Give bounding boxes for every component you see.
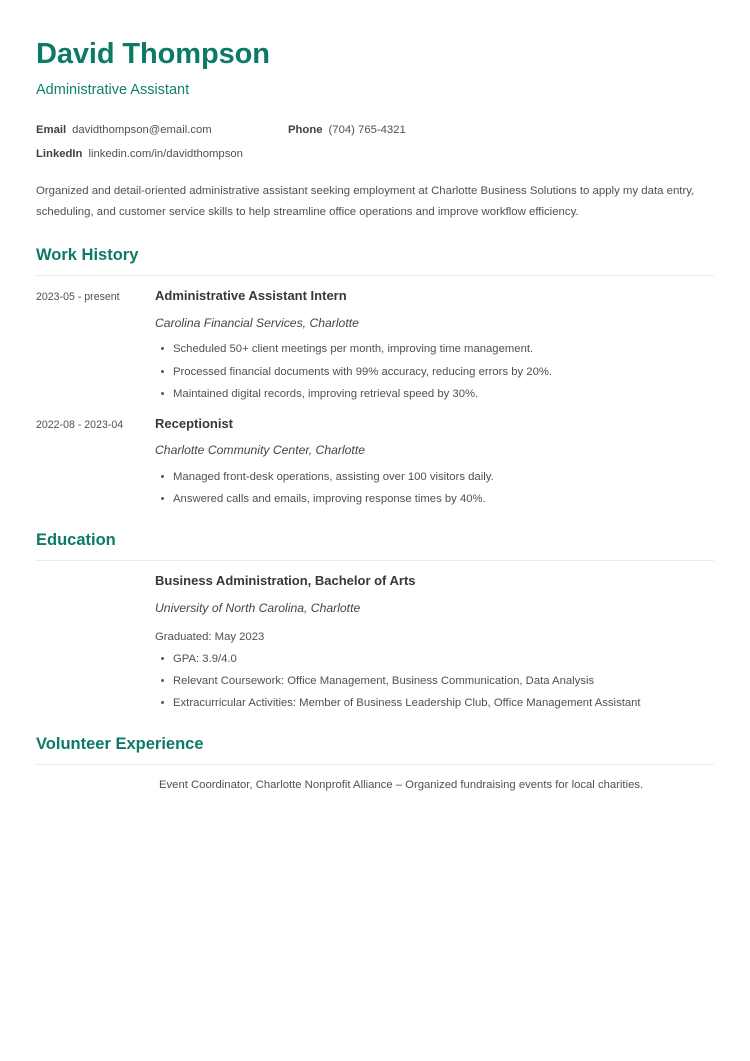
education-institution: University of North Carolina, Charlotte xyxy=(155,601,361,616)
contact-info xyxy=(36,125,714,161)
work-entry-role: Receptionist xyxy=(155,415,234,431)
contact-row-secondary xyxy=(36,149,714,160)
bullet-item: Relevant Coursework: Office Management, Business Communication, Data Analysis xyxy=(155,673,714,689)
email-label: Email xyxy=(36,123,67,136)
linkedin-value[interactable]: linkedin.com/in/davidthompson xyxy=(88,148,243,161)
bullet-item: Maintained digital records, improving retrieval speed by 30%. xyxy=(155,386,714,402)
contact-email xyxy=(36,125,288,136)
work-entry xyxy=(36,416,714,508)
work-entry-body xyxy=(155,416,714,508)
work-entry-bullets xyxy=(155,469,714,507)
education-entry-body xyxy=(155,573,714,711)
education-title: Education xyxy=(36,531,116,550)
email-value[interactable]: davidthompson@email.com xyxy=(72,123,212,136)
candidate-name: David Thompson xyxy=(36,38,270,70)
work-entry-dates: 2022-08 - 2023-04 xyxy=(36,418,124,431)
education-entry-dates xyxy=(36,573,155,576)
section-divider xyxy=(36,764,714,765)
education-graduation-note: Graduated: May 2023 xyxy=(155,630,265,643)
section-work-history xyxy=(36,246,714,507)
phone-label: Phone xyxy=(288,123,323,136)
work-entry-organization: Charlotte Community Center, Charlotte xyxy=(155,443,365,458)
work-entry-dates: 2023-05 - present xyxy=(36,290,120,303)
linkedin-label: LinkedIn xyxy=(36,148,83,161)
contact-phone xyxy=(288,125,406,136)
work-entry-role: Administrative Assistant Intern xyxy=(155,287,347,303)
candidate-job-title: Administrative Assistant xyxy=(36,82,190,99)
contact-row-primary xyxy=(36,125,714,136)
phone-value[interactable]: (704) 765-4321 xyxy=(328,123,406,136)
education-entry xyxy=(36,573,714,711)
work-entry-organization: Carolina Financial Services, Charlotte xyxy=(155,315,359,330)
contact-linkedin xyxy=(36,149,243,160)
section-volunteer-experience xyxy=(36,735,714,794)
work-history-title: Work History xyxy=(36,245,139,264)
professional-summary: Organized and detail-oriented administrative assistant seeking employment at Charlotte Business Solutions to apply my data entry, scheduling, and customer service skills to help streamline office operations and improve workflow efficiency. xyxy=(36,185,695,218)
bullet-item: GPA: 3.9/4.0 xyxy=(155,651,714,667)
section-education xyxy=(36,531,714,710)
work-entry-body xyxy=(155,288,714,402)
work-entry xyxy=(36,288,714,402)
section-divider xyxy=(36,275,714,276)
section-divider xyxy=(36,560,714,561)
work-entry-bullets xyxy=(155,341,714,401)
bullet-item: Processed financial documents with 99% accuracy, reducing errors by 20%. xyxy=(155,364,714,380)
volunteer-title: Volunteer Experience xyxy=(36,734,204,753)
bullet-item: Managed front-desk operations, assisting over 100 visitors daily. xyxy=(155,469,714,485)
bullet-item: Scheduled 50+ client meetings per month, improving time management. xyxy=(155,341,714,357)
education-degree: Business Administration, Bachelor of Arts xyxy=(155,573,416,589)
resume-header xyxy=(36,0,714,100)
bullet-item: Answered calls and emails, improving response times by 40%. xyxy=(155,491,714,507)
bullet-item: Extracurricular Activities: Member of Business Leadership Club, Office Management Assistant xyxy=(155,695,714,711)
education-bullets xyxy=(155,651,714,711)
volunteer-description: Event Coordinator, Charlotte Nonprofit Alliance – Organized fundraising events for local charities. xyxy=(159,778,644,791)
